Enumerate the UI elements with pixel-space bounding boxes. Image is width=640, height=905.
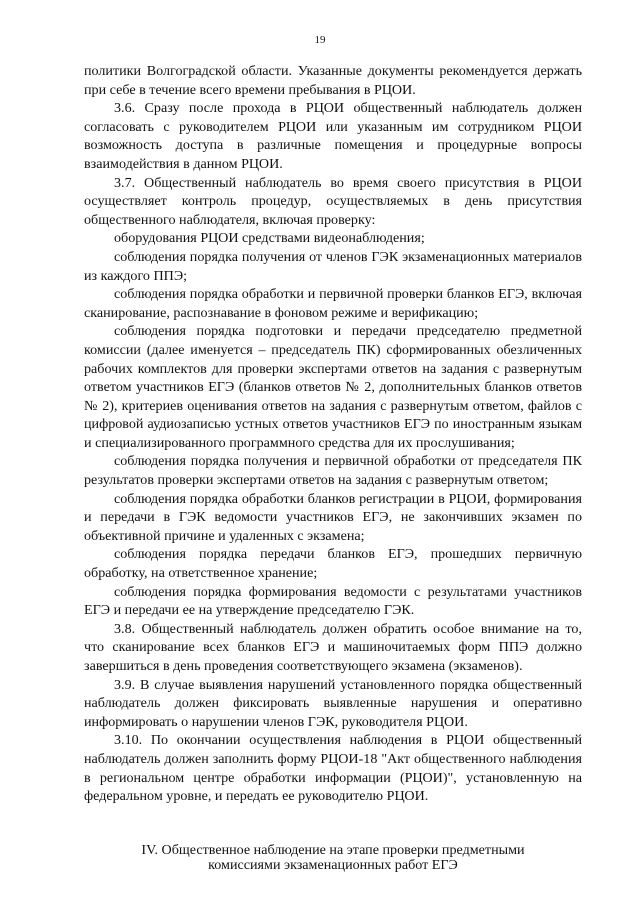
paragraph: соблюдения порядка получения от членов ГЭК экзаменационных материалов из каждого ППЭ; (84, 248, 582, 284)
paragraph: соблюдения порядка передачи бланков ЕГЭ, прошедших первичную обработку, на ответственное хранение; (84, 546, 582, 582)
paragraph: соблюдения порядка формирования ведомости с результатами участников ЕГЭ и передачи ее на утверждение председателю ГЭК. (84, 583, 582, 619)
paragraph: соблюдения порядка подготовки и передачи председателю предметной комиссии (далее именуется – председатель ПК) сформированных обезличенных рабочих комплектов для проверки экспертами ответов на задания с развернутым ответом участников ЕГЭ (бланков ответов № 2, дополнительных бланков ответов № 2), критериев оценивания ответов на задания с развернутым ответом, файлов с цифровой аудиозаписью устных ответов участников ЕГЭ по иностранным языкам и специализированного программного средства для их прослушивания; (84, 323, 582, 451)
section-heading-line: комиссиями экзаменационных работ ЕГЭ (208, 857, 458, 873)
paragraph: оборудования РЦОИ средствами видеонаблюдения; (114, 230, 425, 247)
paragraph: соблюдения порядка обработки и первичной проверки бланков ЕГЭ, включая сканирование, распознавание в фоновом режиме и верификацию; (84, 286, 582, 321)
paragraph: 3.9. В случае выявления нарушений установленного порядка общественный наблюдатель должен фиксировать выявленные нарушения и оперативно информировать о нарушении членов ГЭК, руководителя РЦОИ. (84, 676, 582, 730)
page-number: 19 (314, 34, 326, 46)
document-body (84, 62, 582, 806)
section-heading (84, 843, 582, 873)
paragraph: политики Волгоградской области. Указанные документы рекомендуется держать при себе в течение всего времени пребывания в РЦОИ. (84, 63, 582, 98)
paragraph: соблюдения порядка обработки бланков регистрации в РЦОИ, формирования и передачи в ГЭК ведомости участников ЕГЭ, не закончивших экзамен по объективной причине и удаленных с экзамена; (84, 490, 582, 544)
paragraph: 3.7. Общественный наблюдатель во время своего присутствия в РЦОИ осуществляет контроль процедур, осуществляемых в день присутствия общественного наблюдателя, включая проверку: (84, 174, 582, 228)
paragraph: соблюдения порядка получения и первичной обработки от председателя ПК результатов проверки экспертами ответов на задания с развернутым ответом; (84, 453, 582, 489)
paragraph: 3.6. Сразу после прохода в РЦОИ общественный наблюдатель должен согласовать с руководителем РЦОИ или указанным им сотрудником РЦОИ возможность доступа в различные помещения и процедурные вопросы взаимодействия в данном РЦОИ. (84, 100, 582, 172)
paragraph: 3.8. Общественный наблюдатель должен обратить особое внимание на то, что сканирование всех бланков ЕГЭ и машиночитаемых форм ППЭ должно завершиться в день проведения соответствующего экзамена (экзаменов). (84, 620, 582, 674)
paragraph: 3.10. По окончании осуществления наблюдения в РЦОИ общественный наблюдатель должен заполнить форму РЦОИ-18 "Акт общественного наблюдения в региональном центре обработки информации (РЦОИ)", установленную на федеральном уровне, и передать ее руководителю РЦОИ. (84, 732, 582, 805)
section-heading-line: IV. Общественное наблюдение на этапе проверки предметными (141, 842, 525, 858)
